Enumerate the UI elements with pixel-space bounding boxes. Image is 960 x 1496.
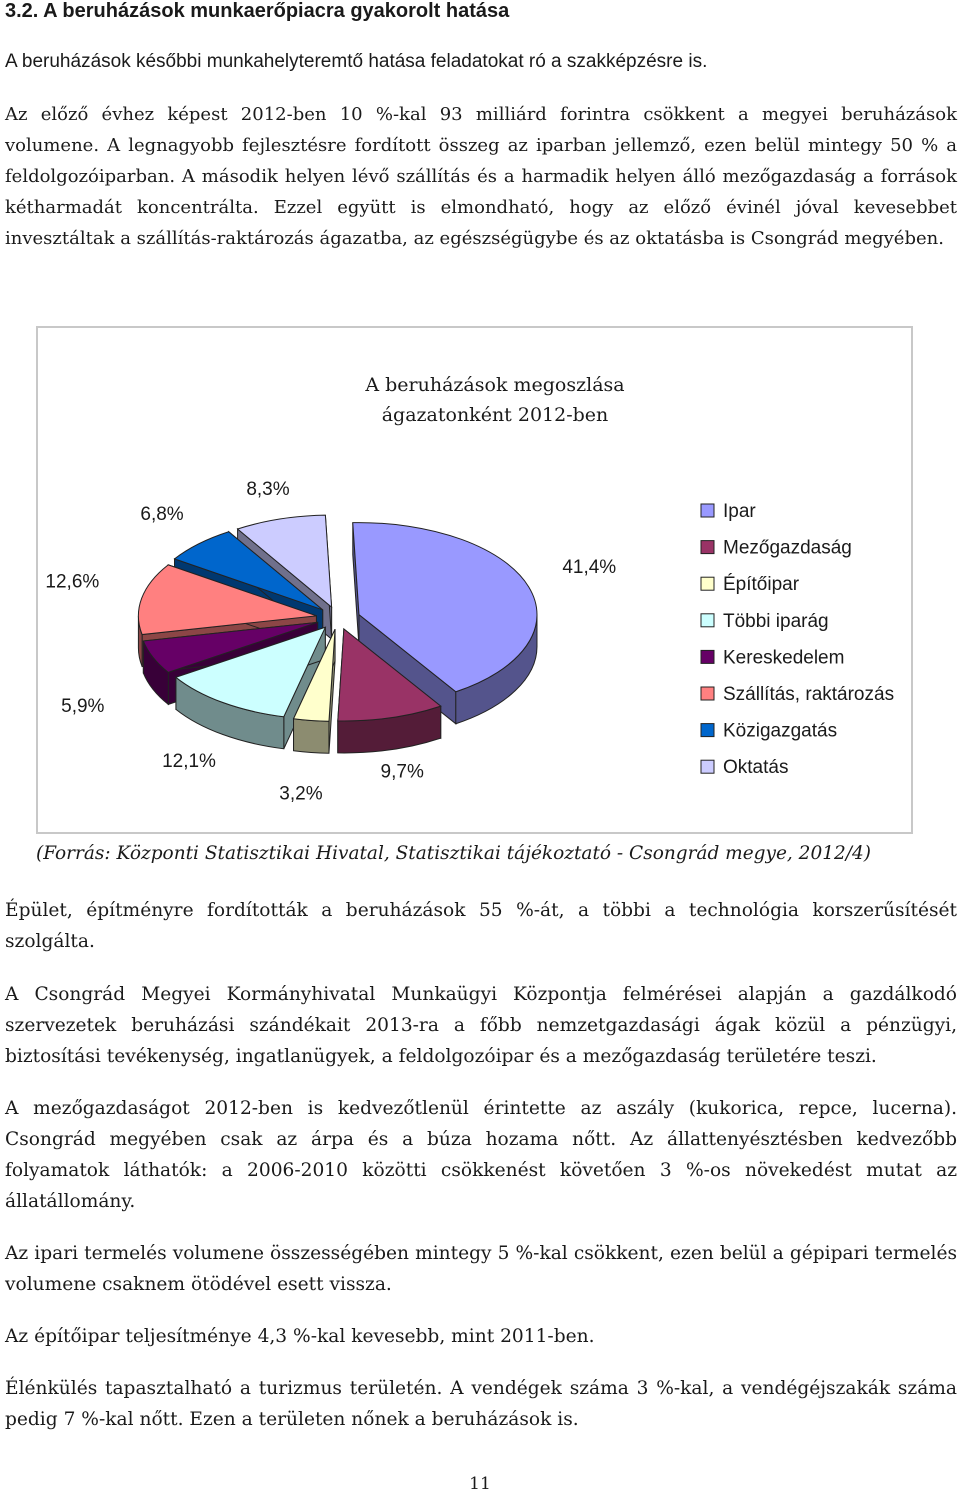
paragraph-1: A beruházások későbbi munkahelyteremtő hatása feladatokat ró a szakképzésre is.: [5, 51, 708, 72]
paragraph-4: A Csongrád Megyei Kormányhivatal Munkaügyi Központja felmérései alapján a gazdálkodó szervezetek beruházási szándékait 2013-ra a főbb nemzetgazdasági ágak közül a pénzügyi, biztosítási tevékenység, ingatlanügyek, a feldolgozóipar és a mezőgazdaság területére teszi.: [5, 984, 957, 1067]
chart-title-line-1: A beruházások megoszlása: [365, 374, 625, 396]
chart-title-line-2: ágazatonként 2012-ben: [381, 404, 609, 426]
legend-label: Oktatás: [723, 757, 789, 779]
paragraph-6: Az ipari termelés volumene összességében mintegy 5 %-kal csökkent, ezen belül a gépipari termelés volumene csaknem ötödével esett vissza.: [5, 1243, 957, 1295]
page-number: 11: [469, 1474, 491, 1494]
data-label: 3,2%: [279, 783, 323, 805]
legend-swatch: [701, 650, 714, 663]
data-label: 8,3%: [246, 479, 290, 501]
legend-label: Ipar: [723, 501, 756, 522]
paragraph-7: Az építőipar teljesítménye 4,3 %-kal kevesebb, mint 2011-ben.: [5, 1326, 595, 1347]
paragraph-3: Épület, építményre fordították a beruházások 55 %-át, a többi a technológia korszerűsítését szolgálta.: [5, 900, 957, 952]
paragraph-2: Az előző évhez képest 2012-ben 10 %-kal 93 milliárd forintra csökkent a megyei beruházások volumene. A legnagyobb fejlesztésre fordított összeg az iparban jellemző, ezen belül mintegy 50 % a feldolgozóiparban. A második helyen lévő szállítás és a harmadik helyen álló mezőgazdaság a források kétharmadát koncentrálta. Ezzel együtt is elmondható, hogy az előző évinél jóval kevesebbet invesztáltak a szállítás-raktározás ágazatba, az egészségügybe és az oktatásba is Csongrád megyében.: [5, 104, 957, 249]
legend-swatch: [701, 724, 714, 737]
paragraph-8: Élénkülés tapasztalható a turizmus területén. A vendégek száma 3 %-kal, a vendégéjszakák száma pedig 7 %-kal nőtt. Ezen a területen nőnek a beruházások is.: [5, 1378, 957, 1430]
legend-swatch: [701, 687, 714, 700]
legend-label: Többi iparág: [723, 610, 829, 632]
data-label: 5,9%: [61, 696, 105, 718]
paragraph-5: A mezőgazdaságot 2012-ben is kedvezőtlenül érintette az aszály (kukorica, repce, lucerna). Csongrád megyében csak az árpa és a búza hozama nőtt. Az állattenyésztésben kedvezőbb folyamatok láthatók: a 2006-2010 közötti csökkenést követően 3 %-os növekedést mutat az állatállomány.: [5, 1098, 957, 1212]
data-label: 9,7%: [380, 761, 424, 783]
legend-label: Szállítás, raktározás: [723, 684, 895, 705]
data-label: 6,8%: [140, 504, 184, 526]
legend-swatch: [701, 614, 714, 627]
legend-swatch: [701, 541, 714, 554]
data-label: 12,6%: [45, 571, 100, 593]
data-label: 12,1%: [162, 750, 216, 772]
legend-label: Építőipar: [723, 574, 800, 596]
chart-frame: [36, 326, 913, 834]
legend-swatch: [701, 504, 714, 517]
legend-swatch: [701, 577, 714, 590]
data-label: 41,4%: [562, 557, 617, 579]
legend-label: Közigazgatás: [723, 720, 838, 742]
legend-swatch: [701, 760, 714, 773]
slice-rim: [294, 719, 329, 753]
legend-label: Kereskedelem: [723, 647, 845, 669]
section-heading: 3.2. A beruházások munkaerőpiacra gyakorolt hatása: [5, 0, 510, 22]
legend-label: Mezőgazdaság: [723, 537, 852, 559]
chart-source: (Forrás: Központi Statisztikai Hivatal, Statisztikai tájékoztató - Csongrád megye, 2012/4): [36, 843, 871, 864]
pie-chart: [38, 328, 911, 832]
